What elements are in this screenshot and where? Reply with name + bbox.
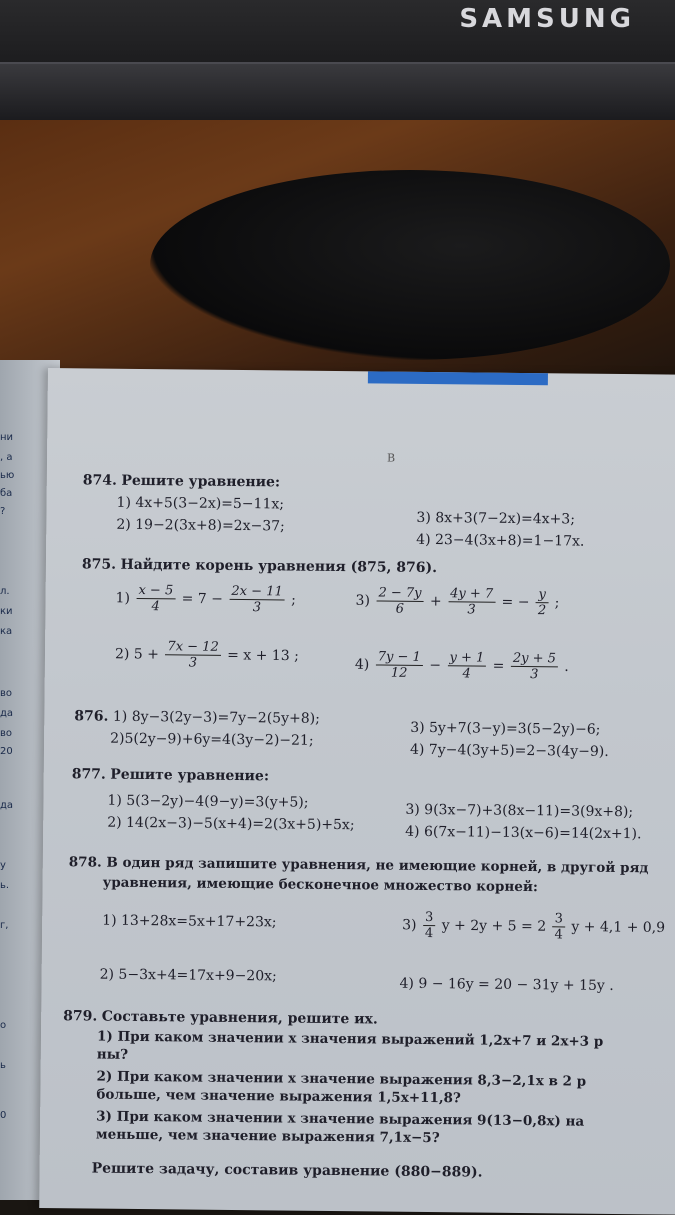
task-876-item-4: 4) 7y−4(3y+5)=2−3(4y−9). [409, 741, 609, 760]
task-878-item-4: 4) 9 − 16y = 20 − 31y + 15y . [399, 975, 614, 994]
eq-label: 4) [354, 656, 370, 673]
task-number: 878. [68, 854, 102, 871]
denominator: 4 [462, 666, 471, 682]
eq-operator: + [429, 593, 442, 610]
task-878-item-2: 2) 5−3x+4=17x+9−20x; [99, 966, 277, 985]
page-mark: В [387, 451, 396, 465]
task-875-eq-4 [355, 649, 569, 682]
margin-fragment: во [0, 728, 13, 739]
eq-operator: = − [501, 594, 530, 611]
task-877-item-2: 2) 14(2x−3)−5(x+4)=2(3x+5)+5x; [107, 814, 355, 834]
eq-label: 2) 5 + [114, 646, 160, 663]
monitor [0, 0, 675, 120]
task-title: Решите уравнение: [110, 766, 270, 785]
task-number: 877. [71, 766, 106, 783]
task-874-item-3: 3) 8x+3(7−2x)=4x+3; [416, 509, 576, 528]
numerator: 4y + 7 [448, 586, 495, 602]
fraction [511, 651, 558, 682]
task-878-line-2: уравнения, имеющие бесконечное множество корней: [102, 874, 538, 896]
task-875-eq-3 [355, 585, 559, 618]
margin-fragment: ью [0, 470, 15, 481]
denominator: 3 [467, 602, 476, 618]
margin-fragment: во [0, 688, 13, 699]
eq-label: 3) [355, 592, 371, 609]
task-875-eq-1 [115, 583, 296, 616]
task-875-header [82, 556, 437, 576]
margin-fragment: да [0, 708, 14, 719]
numerator: 7y − 1 [376, 649, 423, 665]
numerator: 2y + 5 [511, 651, 558, 667]
task-879-line-6: меньше, чем значение выражения 7,1x−5? [95, 1126, 440, 1147]
fraction [229, 584, 285, 616]
task-878-item-1: 1) 13+28x=5x+17+23x; [102, 912, 277, 931]
monitor-brand-logo: SAMSUNG [459, 4, 635, 34]
margin-fragment: 20 [0, 746, 13, 757]
section-footer: Решите задачу, составив уравнение (880−889). [91, 1160, 483, 1181]
denominator: 3 [188, 655, 198, 671]
fraction [552, 911, 565, 942]
task-879-header [63, 1008, 378, 1027]
task-878-line-1 [69, 854, 649, 876]
task-875-eq-2 [115, 639, 299, 672]
eq-end: y + 4,1 + 0,9 [571, 919, 666, 936]
margin-fragment: ни [0, 432, 14, 443]
fraction [448, 586, 495, 617]
task-877-header [72, 766, 269, 784]
task-876-item-2: 2)5(2y−9)+6y=4(3y−2)−21; [110, 730, 314, 749]
numerator: y + 1 [447, 650, 486, 666]
task-number: 876. [74, 708, 109, 725]
eq-operator: y + 2y + 5 = 2 [441, 917, 547, 935]
margin-fragment: 0 [0, 1110, 7, 1121]
margin-fragment: л. [0, 586, 10, 597]
eq-label: 3) [402, 917, 417, 934]
task-877-item-1: 1) 5(3−2y)−4(9−y)=3(y+5); [107, 792, 309, 811]
task-876-item-1 [74, 708, 320, 727]
left-margin-text [0, 420, 30, 1120]
denominator: 4 [424, 925, 434, 942]
eq-end: ; [291, 592, 296, 609]
margin-fragment: о [0, 1020, 7, 1031]
numerator: 7x − 12 [165, 639, 220, 656]
task-876-item-3: 3) 5y+7(3−y)=3(5−2y)−6; [410, 719, 601, 738]
denominator: 3 [530, 667, 539, 683]
eq-operator: = 7 − [181, 590, 223, 608]
page-content [39, 368, 675, 1215]
margin-fragment: ь [0, 1060, 6, 1071]
margin-fragment: ки [0, 606, 13, 617]
eq-end: ; [554, 594, 560, 611]
fraction [536, 587, 549, 618]
margin-fragment: , а [0, 452, 13, 463]
denominator: 3 [252, 600, 262, 616]
margin-fragment: ба [0, 488, 13, 499]
margin-fragment: ка [0, 626, 13, 637]
margin-fragment: ь. [0, 880, 10, 891]
task-number: 874. [82, 472, 118, 489]
denominator: 12 [390, 665, 408, 681]
task-title: Составьте уравнения, решите их. [101, 1008, 378, 1028]
margin-fragment: у [0, 860, 6, 871]
numerator: 2x − 11 [229, 584, 284, 601]
fraction [423, 910, 436, 941]
fraction [376, 649, 423, 680]
denominator: 6 [395, 601, 405, 617]
margin-fragment: да [0, 800, 14, 811]
monitor-stand [150, 170, 670, 360]
task-number: 875. [81, 556, 117, 573]
textbook-page [39, 368, 675, 1215]
eq-end: = x + 13 ; [227, 647, 299, 665]
task-879-line-4: больше, чем значение выражения 1,5x+11,8? [96, 1086, 461, 1107]
task-879-line-2: ны? [96, 1046, 129, 1063]
eq-end: . [564, 658, 569, 675]
task-874-header [83, 472, 280, 490]
denominator: 4 [151, 599, 160, 615]
margin-fragment: г, [0, 920, 9, 931]
task-877-item-3: 3) 9(3x−7)+3(8x−11)=3(9x+8); [405, 801, 634, 821]
numerator: y [536, 587, 548, 603]
task-877-item-4: 4) 6(7x−11)−13(x−6)=14(2x+1). [405, 823, 642, 843]
task-number: 879. [63, 1008, 98, 1025]
task-text: В один ряд запишите уравнения, не имеющие корней, в другой ряд [106, 854, 649, 877]
denominator: 4 [554, 927, 563, 943]
task-title: Решите уравнение: [121, 472, 281, 491]
margin-fragment: ? [0, 506, 6, 517]
task-879-line-3: 2) При каком значении x значение выражения 8,3−2,1x в 2 р [96, 1068, 587, 1090]
numerator: 3 [553, 911, 565, 927]
task-874-item-4: 4) 23−4(3x+8)=1−17x. [416, 531, 585, 550]
fraction [376, 585, 423, 616]
fraction [165, 639, 221, 671]
task-874-item-1: 1) 4x+5(3−2x)=5−11x; [116, 494, 285, 513]
task-879-line-1: 1) При каком значении x значения выражений 1,2x+7 и 2x+3 р [96, 1028, 604, 1050]
fraction [447, 650, 486, 681]
task-879-line-5: 3) При каком значении x значение выражения 9(13−0,8x) на [96, 1108, 585, 1130]
task-874-item-2: 2) 19−2(3x+8)=2x−37; [116, 516, 285, 535]
eq-operator: = [492, 658, 505, 675]
task-title: Найдите корень уравнения (875, 876). [120, 556, 438, 577]
eq-operator: − [429, 657, 442, 674]
eq-label: 1) [115, 590, 131, 607]
numerator: 3 [423, 910, 435, 926]
numerator: x − 5 [136, 583, 175, 599]
numerator: 2 − 7y [376, 585, 423, 601]
denominator: 2 [537, 603, 547, 619]
task-878-item-3 [402, 910, 665, 944]
task-item: 1) 8y−3(2y−3)=7y−2(5y+8); [112, 708, 320, 727]
fraction [136, 583, 175, 614]
monitor-bezel [0, 62, 675, 122]
